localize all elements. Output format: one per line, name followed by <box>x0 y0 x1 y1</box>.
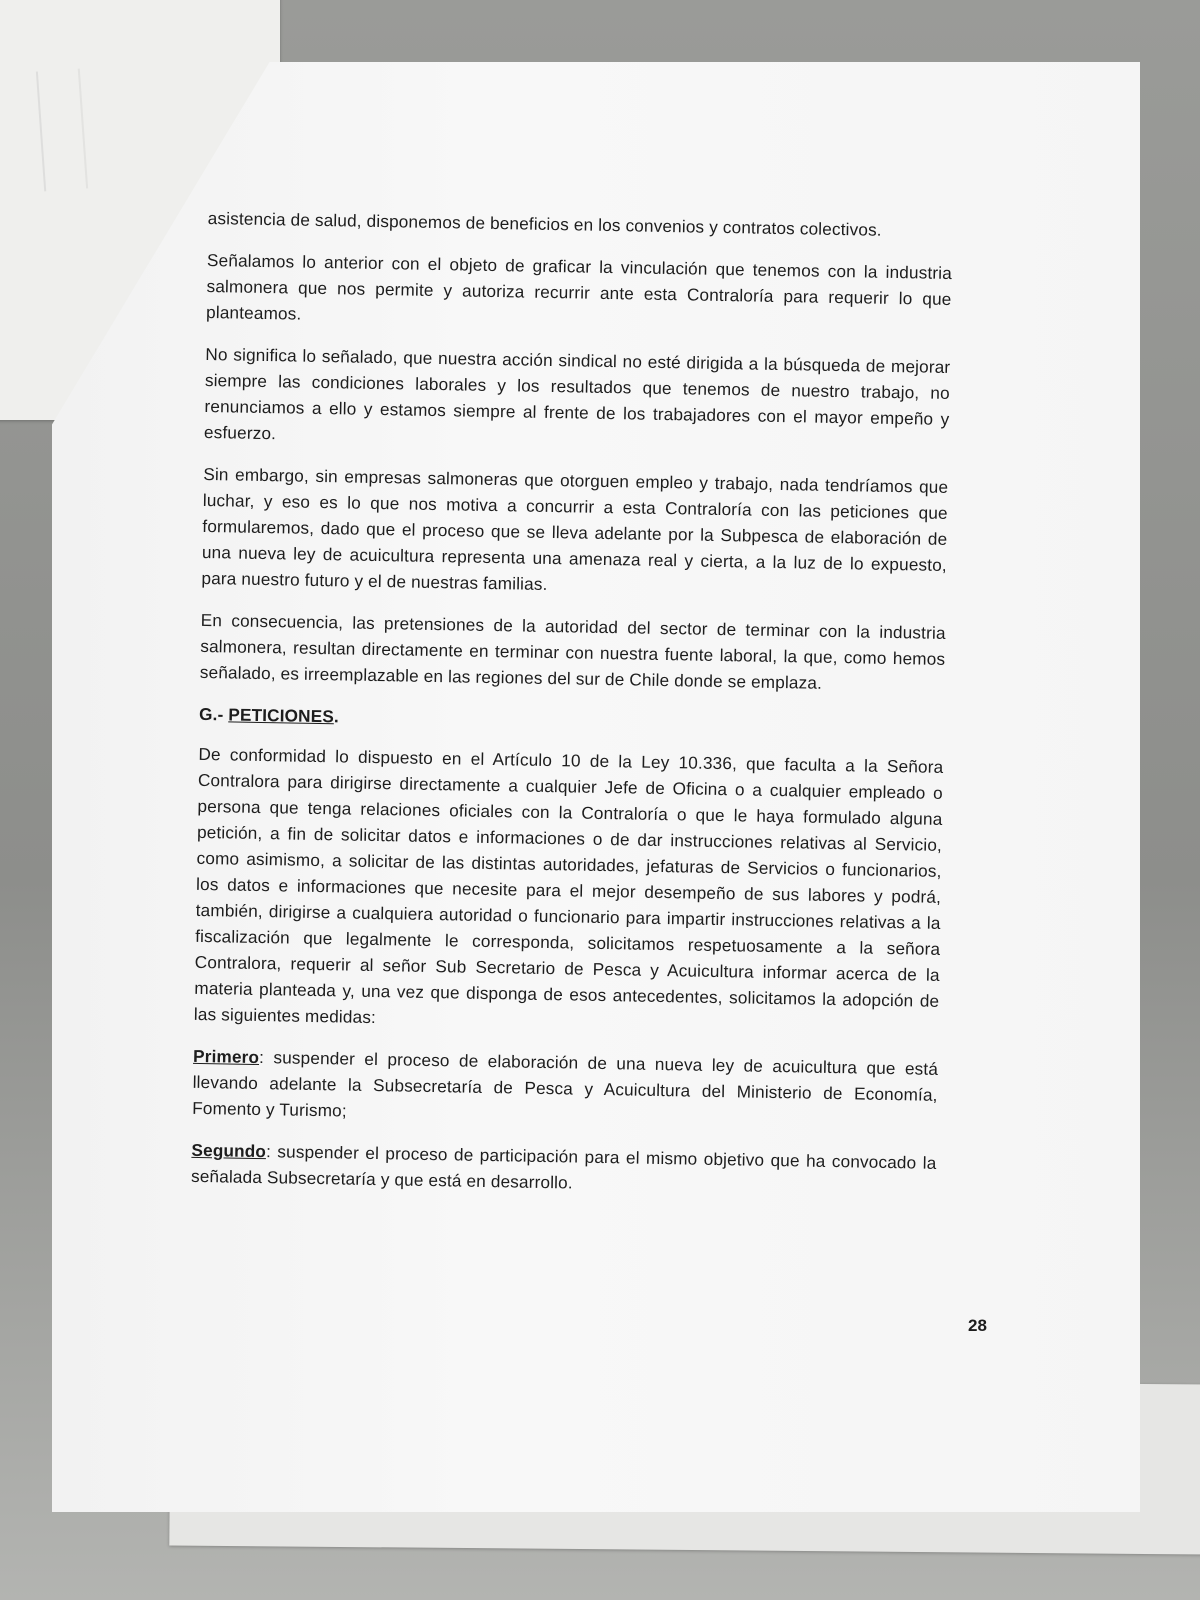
section-heading <box>199 701 944 740</box>
paragraph: asistencia de salud, disponemos de beneficios en los convenios y contratos colectivos. <box>207 207 882 240</box>
paragraph: Sin embargo, sin empresas salmoneras que otorguen empleo y trabajo, nada tendríamos que luchar, y eso es lo que nos motiva a concurrir a esta Contraloría con las peticiones que formularemos, dado que el proceso que se lleva adelante por la Subpesca de elaboración de una nueva ley de acuicultura representa una amenaza real y cierta, a la luz de lo expuesto, para nuestro futuro y el de nuestras familias. <box>201 463 949 594</box>
paragraph: Señalamos lo anterior con el objeto de graficar la vinculación que tenemos con la industria salmonera que nos permite y autoriza recurrir ante esta Contraloría para requerir lo que planteamos. <box>205 249 953 324</box>
paragraph: No significa lo señalado, que nuestra acción sindical no esté dirigida a la búsqueda de mejorar siempre las condiciones laborales y los resultados que tenemos de nuestro trabajo, no renunciamos a ello y estamos siempre al frente de los trabajadores con el mayor empeño y esfuerzo. <box>203 343 951 444</box>
section-heading-suffix: . <box>333 706 340 727</box>
petition-lead: Primero <box>192 1045 260 1068</box>
page-number: 28 <box>968 1316 987 1335</box>
petition-lead: Segundo <box>191 1139 267 1162</box>
section-heading-prefix: G.- <box>198 703 229 725</box>
petition-item <box>192 1043 938 1134</box>
petition-item <box>191 1137 937 1202</box>
section-heading-title: PETICIONES <box>228 704 335 727</box>
petition-text: : suspender el proceso de elaboración de una nueva ley de acuicultura que está llevando adelante la Subsecretaría de Pesca y Acuicultura del Ministerio de Economía, Fomento y Turismo; <box>192 1047 939 1121</box>
bleed-through-text <box>36 69 88 192</box>
petition-text: : suspender el proceso de participación para el mismo objetivo que ha convocado la señalada Subsecretaría y que está en desarrollo. <box>190 1141 937 1193</box>
petitions-intro: De conformidad lo dispuesto en el Artículo 10 de la Ley 10.336, que faculta a la Señora Contralora para dirigirse directamente a cualquier Jefe de Oficina o a cualquier empleado o persona que tenga relaciones oficiales con la Contraloría o que le haya formulado alguna petición, a fin de solicitar datos e informaciones o de dar instrucciones relativas al Servicio, como asimismo, a solicitar de las distintas autoridades, jefaturas de Servicios o funcionarios, los datos e informaciones que necesite para el mejor desempeño de sus labores y podrá, también, dirigirse a cualquiera autoridad o funcionario para impartir instrucciones relativas a la fiscalización que legalmente le corresponda, solicitamos respetuosamente a la señora Contralora, requerir al señor Sub Secretario de Pesca y Acuicultura informar acerca de la materia planteada y, una vez que disponga de esos antecedentes, solicitamos la adopción de las siguientes medidas: <box>193 743 944 1028</box>
paragraph: En consecuencia, las pretensiones de la autoridad del sector de terminar con la industria salmonera, resultan directamente en terminar con nuestra fuente laboral, la que, como hemos señalado, es irreemplazable en las regiones del sur de Chile donde se emplaza. <box>199 609 946 693</box>
document-body <box>191 205 953 1218</box>
